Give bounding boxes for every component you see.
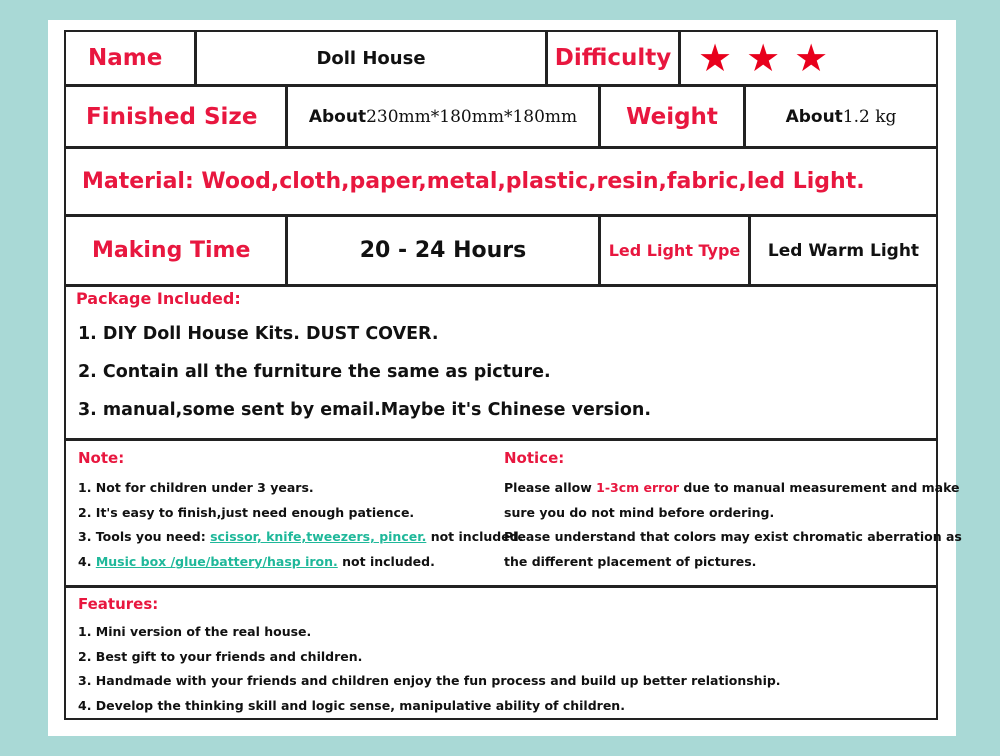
note-text: not included. [426,529,524,544]
feature-item: 1. Mini version of the real house. [78,624,312,639]
note-line [78,554,435,569]
note-line: 2. It's easy to finish,just need enough patience. [78,505,415,520]
star-icon: ★ [794,36,829,80]
note-text: 4. [78,554,96,569]
notice-line: Please understand that colors may exist chromatic aberration as [504,529,962,544]
making-time-label: Making Time [92,238,251,263]
error-highlight: 1-3cm error [596,480,680,495]
making-time-value: 20 - 24 Hours [359,238,527,263]
divider [66,284,936,287]
notice-title: Notice: [504,449,565,467]
size-value [288,87,598,146]
star-icon: ★ [746,36,781,80]
weight-amount: 1.2 kg [842,106,897,127]
material-text: Material: Wood,cloth,paper,metal,plastic,resin,fabric,led Light. [82,169,865,194]
notice-text: Please allow [504,480,597,495]
led-type-value: Led Warm Light [767,240,920,261]
parts-highlight: Music box /glue/battery/hasp iron. [95,554,338,569]
star-icon: ★ [698,36,733,80]
divider [678,32,681,84]
weight-prefix: About [785,106,843,127]
package-item: 3. manual,some sent by email.Maybe it's Chinese version. [78,400,652,420]
difficulty-label: Difficulty [554,45,672,71]
size-label: Finished Size [86,103,258,130]
weight-label: Weight [626,103,718,130]
spec-sheet [64,30,962,720]
size-prefix: About [308,106,367,127]
note-title: Note: [78,449,125,467]
divider [66,438,936,441]
feature-item: 3. Handmade with your friends and children enjoy the fun process and build up better relationship. [78,673,781,688]
size-dimensions: 230mm*180mm*180mm [366,106,578,127]
name-label: Name [88,45,163,71]
feature-item: 2. Best gift to your friends and children. [78,649,363,664]
package-item: 2. Contain all the furniture the same as picture. [78,362,551,382]
notice-text: due to manual measurement and make [679,480,960,495]
led-type-label: Led Light Type [608,241,741,260]
note-text: 3. Tools you need: [78,529,211,544]
weight-value [746,87,936,146]
note-line [78,529,523,544]
feature-item: 4. Develop the thinking skill and logic sense, manipulative ability of children. [78,698,625,713]
note-text: not included. [337,554,435,569]
note-line: 1. Not for children under 3 years. [78,480,314,495]
tools-highlight: scissor, knife,tweezers, pincer. [210,529,427,544]
notice-line [504,480,960,495]
difficulty-stars [698,32,928,84]
notice-line: sure you do not mind before ordering. [504,505,775,520]
package-title: Package Included: [76,289,241,308]
features-title: Features: [78,595,159,613]
name-value: Doll House [316,47,426,69]
notice-line: the different placement of pictures. [504,554,757,569]
divider [66,585,936,588]
package-item: 1. DIY Doll House Kits. DUST COVER. [78,324,439,344]
